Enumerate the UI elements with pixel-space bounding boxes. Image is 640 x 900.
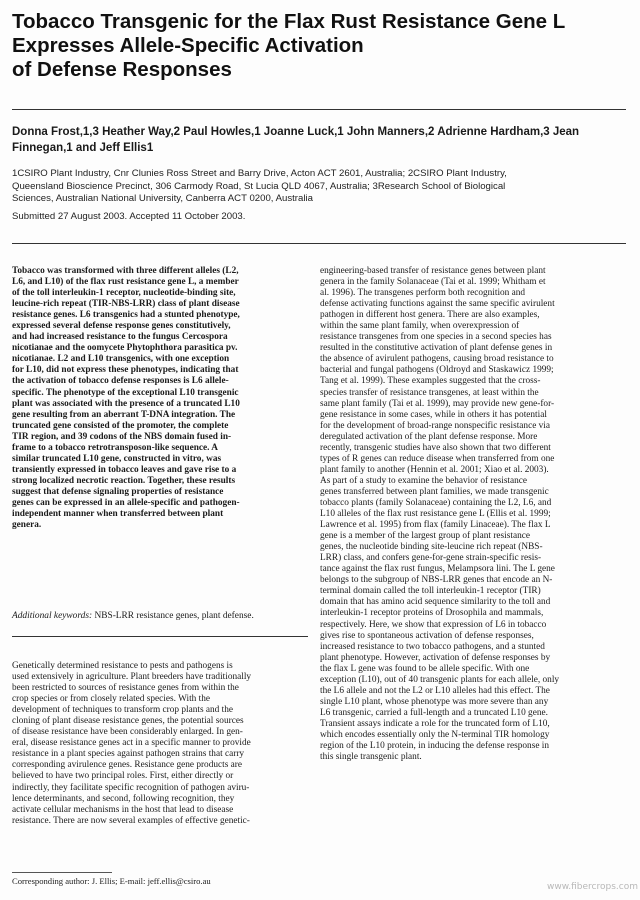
header-divider bbox=[12, 243, 626, 244]
article-title bbox=[12, 10, 622, 82]
text-line: genes transferred between plant families, we made transgenic bbox=[320, 486, 549, 497]
keywords-label: Additional keywords: bbox=[12, 611, 93, 621]
text-line: indirectly, they facilitate specific recognition of pathogen aviru- bbox=[12, 782, 250, 793]
text-line: genera. bbox=[12, 520, 42, 531]
text-line: for the development of broad-range nonspecific resistance via bbox=[320, 420, 551, 431]
text-line: genes, the nucleotide binding site-leucine rich repeat (NBS- bbox=[320, 542, 543, 553]
text-line: Lawrence et al. 1995) from flax (family Linaceae). The flax L bbox=[320, 520, 551, 531]
keywords-text: NBS-LRR resistance genes, plant defense. bbox=[92, 611, 254, 621]
text-line: activate cellular mechanisms in the host that lead to disease bbox=[12, 804, 234, 815]
abstract bbox=[12, 266, 308, 531]
text-line: frame to a tobacco retrotransposon-like sequence. A bbox=[12, 442, 218, 453]
submission-dates: Submitted 27 August 2003. Accepted 11 October 2003. bbox=[12, 211, 246, 222]
text-line: TIR region, and 39 codons of the NBS domain fused in- bbox=[12, 431, 232, 442]
introduction-column bbox=[12, 661, 308, 827]
text-line: the L6 allele and not the L2 or L10 alleles had this effect. The bbox=[320, 685, 550, 696]
footnote-divider bbox=[12, 872, 112, 873]
text-line: resistance in a plant species against pathogen strains that carry bbox=[12, 749, 245, 760]
text-line: leucine-rich repeat (TIR-NBS-LRR) class of plant disease bbox=[12, 299, 240, 310]
title-line: Tobacco Transgenic for the Flax Rust Resistance Gene L bbox=[12, 10, 566, 33]
text-line: interleukin-1 receptor proteins of Drosophila and mammals, bbox=[320, 608, 544, 619]
text-line: which encodes essentially only the N-terminal TIR homology bbox=[320, 729, 550, 740]
text-line: domain that has amino acid sequence similarity to the toll and bbox=[320, 597, 551, 608]
affiliations bbox=[12, 168, 632, 206]
author-line: Finnegan,1 and Jeff Ellis1 bbox=[12, 142, 154, 154]
text-line: truncated gene consisted of the promoter, the complete bbox=[12, 420, 229, 431]
text-line: Transient assays indicate a role for the truncated form of L10, bbox=[320, 718, 550, 729]
text-line: the flax L gene was found to be allele specific. With one bbox=[320, 663, 530, 674]
text-line: bacterial and fungal pathogens (Oldroyd and Staskawicz 1999; bbox=[320, 365, 554, 376]
text-line: terminal domain called the toll interleukin-1 receptor (TIR) bbox=[320, 586, 541, 597]
text-line: resistance genes. L6 transgenics had a stunted phenotype, bbox=[12, 310, 240, 321]
text-line: L6, and L10) of the flax rust resistance gene L, a member bbox=[12, 277, 239, 288]
author-line: Donna Frost,1,3 Heather Way,2 Paul Howles,1 Joanne Luck,1 John Manners,2 Adrienne Hardham,3 Jean bbox=[12, 126, 580, 138]
text-line: gives rise to spontaneous activation of defense responses, bbox=[320, 630, 534, 641]
text-line: types of R genes can reduce disease when transferred from one bbox=[320, 453, 555, 464]
affiliation-line: 1CSIRO Plant Industry, Cnr Clunies Ross Street and Barry Drive, Acton ACT 2601, Australia; 2CSIRO Plant Industry, bbox=[12, 168, 507, 179]
text-line: region of the L10 protein, in inducing the defense response in bbox=[320, 741, 550, 752]
text-line: crop species or from closely related species. With the bbox=[12, 694, 210, 705]
text-line: genes can be expressed in an allele-specific and pathogen- bbox=[12, 497, 240, 508]
text-line: strong localized necrotic reaction. Together, these results bbox=[12, 475, 236, 486]
text-line: plant phenotype. However, activation of defense responses by bbox=[320, 652, 551, 663]
text-line: and had increased resistance to the fungus Cercospora bbox=[12, 332, 228, 343]
text-line: engineering-based transfer of resistance genes between plant bbox=[320, 266, 546, 276]
text-line: species transfer of resistance transgenes, at least within the bbox=[320, 387, 539, 398]
text-line: specific. The phenotype of the exceptional L10 transgenic bbox=[12, 387, 239, 398]
text-line: similar truncated L10 gene, constructed in vitro, was bbox=[12, 453, 222, 464]
text-line: genera in the family Solanaceae (Tai et al. 1999; Whitham et bbox=[320, 277, 546, 288]
text-line: gene is a member of the largest group of plant resistance bbox=[320, 531, 530, 542]
text-line: gene resulting from an aberrant T-DNA integration. The bbox=[12, 409, 236, 420]
right-column bbox=[320, 266, 632, 763]
text-line: same plant family (Tai et al. 1999), may provide new gene-for- bbox=[320, 398, 555, 409]
text-line: been restricted to sources of resistance genes from within the bbox=[12, 683, 239, 694]
text-line: nicotianae and the oomycete Phytophthora parasitica pv. bbox=[12, 343, 238, 354]
text-line: As part of a study to examine the behavior of resistance bbox=[320, 475, 528, 486]
text-line: exception (L10), out of 40 transgenic plants for each allele, only bbox=[320, 674, 560, 685]
text-line: recently, transgenic studies have also shown that two different bbox=[320, 442, 551, 453]
text-line: Tang et al. 1999). These examples suggested that the cross- bbox=[320, 376, 541, 387]
text-line: lence determinants, and second, following recognition, they bbox=[12, 793, 235, 804]
text-line: the activation of tobacco defense responses is L6 allele- bbox=[12, 376, 229, 387]
text-line: respectively. Here, we show that expression of L6 in tobacco bbox=[320, 619, 547, 630]
text-line: development of techniques to transform crop plants and the bbox=[12, 705, 233, 716]
text-line: gene resistance in some cases, while in others it has potential bbox=[320, 409, 547, 420]
text-line: the absence of avirulent pathogens, causing broad resistance to bbox=[320, 354, 554, 365]
text-line: Genetically determined resistance to pests and pathogens is bbox=[12, 661, 233, 671]
text-line: independent manner when transferred between plant bbox=[12, 509, 224, 520]
text-line: defense activating functions against the same specific avirulent bbox=[320, 299, 555, 310]
title-line: of Defense Responses bbox=[12, 58, 232, 81]
text-line: LRR) class, and confers gene-for-gene strain-specific resis- bbox=[320, 553, 542, 564]
corresponding-author-footnote: Corresponding author: J. Ellis; E-mail: jeff.ellis@csiro.au bbox=[12, 876, 211, 886]
text-line: nicotianae. L2 and L10 transgenics, with one exception bbox=[12, 354, 230, 365]
text-line: resulted in the constitutive activation of plant defense genes in bbox=[320, 343, 553, 354]
text-line: belongs to the subgroup of NBS-LRR genes that encode an N- bbox=[320, 575, 553, 586]
text-line: within the same plant family, when overexpression of bbox=[320, 321, 520, 332]
text-line: pathogen in different host genera. There are also examples, bbox=[320, 310, 540, 321]
text-line: this single transgenic plant. bbox=[320, 752, 422, 763]
abstract-divider bbox=[12, 636, 308, 637]
text-line: corresponding avirulence genes. Resistance gene products are bbox=[12, 760, 243, 771]
text-line: plant family to another (Hennin et al. 2001; Xiao et al. 2003). bbox=[320, 464, 549, 475]
affiliation-line: Queensland Bioscience Precinct, 306 Carmody Road, St Lucia QLD 4067, Australia; 3Research School of Biological bbox=[12, 180, 506, 192]
text-line: of disease resistance have been considerably enlarged. In gen- bbox=[12, 727, 243, 738]
text-line: for L10, did not express these phenotypes, indicating that bbox=[12, 365, 239, 376]
text-line: eral, disease resistance genes act in a specific manner to provide bbox=[12, 738, 251, 749]
text-line: L10 alleles of the flax rust resistance gene L (Ellis et al. 1999; bbox=[320, 509, 551, 520]
text-line: increased resistance to two tobacco pathogens, and a stunted bbox=[320, 641, 545, 652]
text-line: resistance. There are now several examples of effective genetic- bbox=[12, 815, 250, 826]
text-line: transiently expressed in tobacco leaves and gave rise to a bbox=[12, 464, 237, 475]
text-line: tobacco plants (family Solanaceae) containing the L2, L6, and bbox=[320, 497, 552, 508]
text-line: Tobacco was transformed with three different alleles (L2, bbox=[12, 266, 239, 276]
author-list bbox=[12, 124, 632, 156]
text-line: cloning of plant disease resistance genes, the potential sources bbox=[12, 716, 244, 727]
text-line: resistance transgenes from one species in a second species has bbox=[320, 332, 552, 343]
affiliation-line: Sciences, Australian National University, Canberra ACT 0200, Australia bbox=[12, 193, 313, 205]
text-line: deregulated activation of the plant defense response. More bbox=[320, 431, 538, 442]
text-line: plant was associated with the presence of a truncated L10 bbox=[12, 398, 240, 409]
title-divider bbox=[12, 109, 626, 110]
text-line: suggest that defense signaling properties of resistance bbox=[12, 486, 224, 497]
title-line: Expresses Allele-Specific Activation bbox=[12, 34, 364, 57]
text-line: L6 transgenic, carried a full-length and a truncated L10 gene. bbox=[320, 707, 548, 718]
text-line: tance against the flax rust fungus, Melampsora lini. The L gene bbox=[320, 564, 555, 575]
text-line: single L10 plant, whose phenotype was more severe than any bbox=[320, 696, 549, 707]
text-line: of the toll interleukin-1 receptor, nucleotide-binding site, bbox=[12, 288, 236, 299]
watermark: www.fibercrops.com bbox=[547, 882, 638, 892]
keywords bbox=[12, 611, 308, 621]
text-line: al. 1996). The transgenes perform both recognition and bbox=[320, 288, 526, 299]
text-line: used extensively in agriculture. Plant breeders have traditionally bbox=[12, 672, 252, 683]
text-line: expressed several defense response genes constitutively, bbox=[12, 321, 231, 332]
text-line: believed to have two principal roles. First, either directly or bbox=[12, 771, 234, 782]
